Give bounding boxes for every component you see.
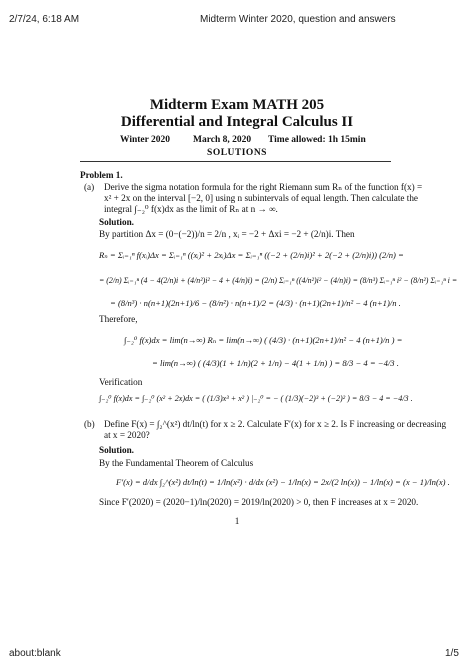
part-b-solution-label: Solution. — [99, 445, 134, 455]
print-page-count: 1/5 — [445, 648, 459, 659]
limit-line1: ∫₋₂⁰ f(x)dx = lim(n→∞) Rₙ = lim(n→∞) ( (4/3) · (n+1)(2n+1)/n² − 4 (n+1)/n ) = — [124, 335, 403, 345]
limit-line2: = lim(n→∞) ( (4/3)(1 + 1/n)(2 + 1/n) − 4(1 + 1/n) ) = 8/3 − 4 = −4/3 . — [152, 358, 399, 368]
print-datetime: 2/7/24, 6:18 AM — [9, 14, 80, 25]
page-number: 1 — [234, 516, 240, 526]
riemann-sum-line1: Rₙ = Σᵢ₌₁ⁿ f(xᵢ)Δx = Σᵢ₌₁ⁿ ((xᵢ)² + 2xᵢ)Δx = Σᵢ₌₁ⁿ ((−2 + (2/n)i)² + 2(−2 + (2/n)i)) (2/n) = — [99, 250, 404, 260]
print-url: about:blank — [9, 648, 61, 659]
part-b-text-line1: Define F(x) = ∫₂^(x²) dt/ln(t) for x ≥ 2. Calculate F′(x) for x ≥ 2. Is F increasing or decreasing — [104, 419, 447, 429]
verification-line: ∫₋₂⁰ f(x)dx = ∫₋₂⁰ (x² + 2x)dx = ( (1/3)x³ + x² ) |₋₂⁰ = − ( (1/3)(−2)³ + (−2)² ) = 8/3 − 4 = −4/3 . — [99, 394, 413, 403]
conclusion-line: Since F′(2020) = (2020−1)/ln(2020) = 2019/ln(2020) > 0, then F increases at x = 2020. — [99, 497, 419, 507]
solutions-heading: SOLUTIONS — [207, 148, 267, 158]
part-a-solution-label: Solution. — [99, 217, 134, 227]
verification-label: Verification — [99, 377, 143, 387]
derivative-line: F′(x) = d/dx ∫₂^(x²) dt/ln(t) = 1/ln(x²) · d/dx (x²) − 1/ln(x) = 2x/(2 ln(x)) − 1/ln(x) = (x − 1)/ln(x) . — [116, 477, 450, 487]
part-b-label: (b) — [84, 419, 95, 429]
riemann-sum-line2: = (2/n) Σᵢ₌₁ⁿ (4 − 4(2/n)i + (4/n²)i² − 4 + (4/n)i) = (2/n) Σᵢ₌₁ⁿ ((4/n²)i² − (4/n)i) = (8/n³) Σᵢ₌₁ⁿ i² − (8/n²) Σᵢ₌₁ⁿ i = — [99, 276, 458, 285]
riemann-sum-line3: = (8/n³) · n(n+1)(2n+1)/6 − (8/n²) · n(n+1)/2 = (4/3) · (n+1)(2n+1)/n² − 4 (n+1)/n . — [110, 298, 401, 308]
exam-title: Midterm Exam MATH 205 — [149, 97, 325, 113]
exam-time-allowed: Time allowed: 1h 15min — [268, 135, 366, 145]
exam-date: March 8, 2020 — [193, 135, 252, 145]
exam-subtitle: Differential and Integral Calculus II — [120, 114, 354, 130]
part-a-text-line3: integral ∫₋₂⁰ f(x)dx as the limit of Rₙ at n → ∞. — [104, 204, 278, 214]
problem-heading: Problem 1. — [80, 170, 123, 180]
part-a-text-line2: x² + 2x on the interval [−2, 0] using n subintervals of equal length. Then calculate the — [104, 193, 419, 203]
part-b-text-line2: at x = 2020? — [104, 430, 150, 440]
divider-rule — [80, 161, 391, 162]
part-a-text-line1: Derive the sigma notation formula for the right Riemann sum Rₙ of the function f(x) = — [104, 182, 423, 192]
ftc-line: By the Fundamental Theorem of Calculus — [99, 458, 254, 468]
therefore-label: Therefore, — [99, 314, 138, 324]
part-a-label: (a) — [84, 182, 95, 192]
print-page-title: Midterm Winter 2020, question and answers — [200, 14, 396, 25]
exam-term: Winter 2020 — [120, 135, 171, 145]
partition-line: By partition Δx = (0−(−2))/n = 2/n , xᵢ = −2 + Δxi = −2 + (2/n)i. Then — [99, 229, 355, 239]
